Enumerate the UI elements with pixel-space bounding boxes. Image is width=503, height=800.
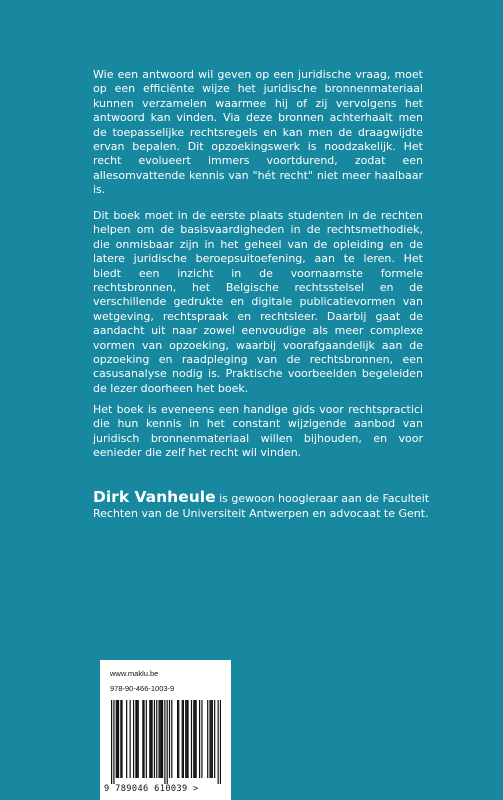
barcode-bar <box>113 700 114 784</box>
barcode-bar <box>117 700 118 778</box>
barcode-bar <box>149 700 150 778</box>
barcode-bar <box>160 700 161 778</box>
barcode-bar <box>161 700 162 778</box>
barcode-bar <box>164 700 165 784</box>
barcode-bar <box>196 700 197 778</box>
barcode-bar <box>218 700 219 784</box>
barcode-bar <box>214 700 215 778</box>
barcode-bar <box>135 700 136 778</box>
barcode-bar <box>130 700 131 778</box>
barcode-bar <box>136 700 137 778</box>
barcode-bar <box>201 700 202 778</box>
barcode-bar <box>156 700 157 778</box>
barcode-bar <box>191 700 192 778</box>
barcode-bar <box>162 700 163 778</box>
barcode-bar <box>169 700 170 778</box>
barcode-bar <box>111 700 112 784</box>
barcode-bar <box>182 700 183 778</box>
barcode-bar <box>120 700 121 778</box>
paragraph-text: Het boek is eveneens een handige gids voor rechtspractici die hun kennis in het constant wijzigende aanbod van juridisch bronnenmateriaal willen bijhouden, en voor eenieder die zelf het recht wil vinden. <box>93 403 423 460</box>
barcode-bar <box>171 700 172 778</box>
barcode-bar <box>150 700 151 778</box>
author-bio-text: is gewoon hoogleraar aan de Faculteit Rechten van de Universiteit Antwerpen en advocaat te Gent. <box>93 492 430 520</box>
author-bio <box>93 490 433 521</box>
blurb-paragraph-2 <box>93 209 423 396</box>
barcode-digits: 9 789046 610039 > <box>104 784 199 794</box>
barcode-bar <box>185 700 186 778</box>
barcode-bar <box>152 700 153 778</box>
barcode-bar <box>158 700 159 778</box>
paragraph-text: Dit boek moet in de eerste plaats studenten in de rechten helpen om de basisvaardigheden in de rechtsmethodiek, die onmisbaar zijn in het geheel van de opleiding en de latere juridische beroepsuitoefening, aan te leren. Het biedt een inzicht in de voornaamste formele rechtsbronnen, het Belgische rechtsstelsel en de verschillende gedrukte en digitale publicatievormen van wetgeving, rechtspraak en rechtsleer. Daarbij gaat de aandacht uit naar zowel eenvoudige als meer complexe vormen van opzoeking, waarbij voorafgaandelijk aan de opzoeking en raadpleging van de rechtsbronnen, een casusanalyse nodig is. Praktische voorbeelden begeleiden de lezer doorheen het boek. <box>93 209 423 395</box>
barcode-bar <box>154 700 155 778</box>
barcode-bar <box>143 700 144 778</box>
blurb-paragraph-1 <box>93 68 423 198</box>
barcode-bar <box>126 700 127 778</box>
barcode-bar <box>178 700 179 778</box>
author-name: Dirk Vanheule <box>93 488 216 506</box>
barcode-bar <box>199 700 200 778</box>
barcode-bar <box>177 700 178 778</box>
barcode-bar <box>220 700 221 784</box>
barcode-bar <box>121 700 122 778</box>
barcode-bar <box>207 700 208 778</box>
blurb-paragraph-3 <box>93 403 423 461</box>
barcode-bar <box>209 700 210 778</box>
barcode-bar <box>118 700 119 778</box>
isbn-number: 978-90-466-1003-9 <box>110 684 175 693</box>
barcode-bar <box>211 700 212 778</box>
publisher-url: www.maklu.be <box>110 669 159 678</box>
barcode-bar <box>212 700 213 778</box>
barcode-bar <box>193 700 194 778</box>
barcode-bar <box>138 700 139 778</box>
barcode-panel <box>100 660 231 800</box>
barcode-bar <box>187 700 188 778</box>
paragraph-text: Wie een antwoord wil geven op een juridische vraag, moet op een efficiënte wijze het juridische bronnenmateriaal kunnen verzamelen waarmee hij of zij vervolgens het antwoord kan vinden. Via deze bronnen achterhaalt men de toepasselijke rechtsregels en kan men de draagwijdte ervan bepalen. Dit opzoekingswerk is noodzakelijk. Het recht evolueert immers voortdurend, zodat een allesomvattende kennis van "hét recht" niet meer haalbaar is. <box>93 68 423 197</box>
barcode-bar <box>146 700 147 778</box>
barcode-graphic <box>111 700 221 784</box>
barcode-bar <box>183 700 184 778</box>
barcode-bar <box>116 700 117 778</box>
barcode-bar <box>142 700 143 778</box>
barcode-bar <box>186 700 187 778</box>
barcode-bar <box>167 700 168 784</box>
barcode-bar <box>194 700 195 778</box>
barcode-bar <box>133 700 134 778</box>
